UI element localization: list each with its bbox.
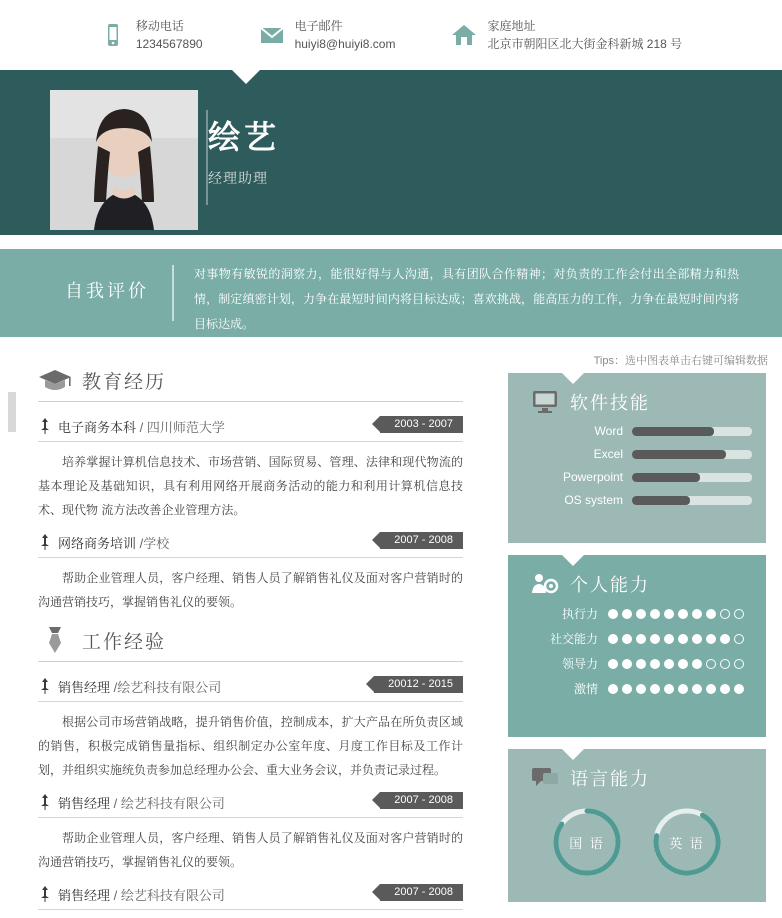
contact-bar (0, 0, 782, 70)
education-entry (38, 416, 463, 522)
skill-bar-fill (632, 473, 700, 482)
personal-ability-title: 个人能力 (570, 575, 650, 595)
contact-item-address (451, 17, 682, 53)
card-notch (562, 373, 584, 384)
card-notch (562, 555, 584, 566)
contact-label-phone: 移动电话 (135, 19, 184, 33)
work-entry-title: 销售经理 (58, 887, 111, 903)
ability-row (508, 630, 766, 647)
ability-label: 社交能力 (549, 632, 598, 646)
language-rings (508, 805, 766, 879)
language-ring-chinese (550, 805, 624, 879)
education-entry-title: 网络商务培训 (58, 535, 137, 551)
monitor-icon (530, 389, 560, 415)
education-title: 教育经历 (82, 371, 167, 393)
education-entry-org: /学校 (139, 535, 170, 551)
skill-label: OS system (564, 493, 623, 507)
work-title: 工作经验 (82, 631, 167, 653)
entry-rule (38, 701, 463, 702)
contact-value-phone: 1234567890 (135, 37, 203, 51)
ability-dots (608, 659, 744, 669)
entry-rule (38, 441, 463, 442)
self-evaluation-text: 对事物有敏锐的洞察力，能很好得与人沟通，具有团队合作精神；对负责的工作会付出全部精力和热情，制定缜密计划，力争在最短时间内将目标达成；喜欢挑战，能高压力的工作，力争在最短时间内将目标达成。 (194, 267, 739, 332)
pin-icon (38, 417, 52, 435)
education-section (38, 365, 463, 620)
skill-bar-fill (632, 496, 690, 505)
language-ring-label: 英 语 (669, 835, 705, 851)
mobile-phone-icon (100, 22, 126, 48)
email-icon (259, 22, 285, 48)
side-tab-marker (8, 392, 16, 432)
skill-bar-track (632, 427, 752, 436)
software-skills-title: 软件技能 (570, 393, 650, 413)
work-entry (38, 792, 463, 874)
skill-label: Word (594, 424, 623, 438)
education-entry-body: 培养掌握计算机信息技术、市场营销、国际贸易、管理、法律和现代物流的基本理论及基础知识，具有利用网络开展商务活动的能力和利用计算机信息技术、现代物 流方法改善企业管理方法。 (38, 455, 463, 517)
right-column (508, 373, 766, 902)
education-entry-date: 2007 - 2008 (380, 532, 463, 549)
work-rule (38, 661, 463, 662)
skill-label: Excel (593, 447, 623, 461)
ability-label: 激情 (573, 682, 598, 696)
work-entry-org: /绘艺科技有限公司 (113, 679, 222, 695)
education-rule (38, 401, 463, 402)
pin-icon (38, 793, 52, 811)
skill-bar-fill (632, 450, 726, 459)
ability-row (508, 605, 766, 622)
candidate-job-title: 经理助理 (208, 170, 268, 186)
personal-ability-heading (508, 555, 766, 597)
skill-label: Powerpoint (562, 470, 623, 484)
contact-item-phone (100, 17, 203, 53)
self-evaluation-title: 自我评价 (65, 281, 149, 301)
skill-bar-track (632, 473, 752, 482)
ability-row (508, 655, 766, 672)
skill-bar-track (632, 496, 752, 505)
work-entry-org: / 绘艺科技有限公司 (113, 795, 225, 811)
skill-bar-track (632, 450, 752, 459)
skill-bar-fill (632, 427, 714, 436)
header-notch (232, 70, 260, 84)
contact-label-email: 电子邮件 (294, 19, 343, 33)
work-entry-body: 根据公司市场营销战略，提升销售价值，控制成本，扩大产品在所负责区域的销售，积极完成销售量指标、组织制定办公室年度、月度工作目标及工作计划，并组织实施统负责参加总经理办公会、重大业务会议，并负责记录过程。 (38, 715, 463, 777)
skill-row (508, 424, 766, 438)
ability-label: 领导力 (561, 657, 598, 671)
language-ring-label: 国 语 (569, 835, 605, 851)
education-entry-body: 帮助企业管理人员，客户经理、销售人员了解销售礼仪及面对客户营销时的沟通营销技巧，掌握销售礼仪的要领。 (38, 571, 463, 609)
software-skills-card (508, 373, 766, 543)
work-section (38, 625, 463, 918)
skill-row (508, 447, 766, 461)
ability-row (508, 680, 766, 697)
education-entry-title: 电子商务本科 (58, 419, 137, 435)
entry-rule (38, 817, 463, 818)
ability-dots (608, 634, 744, 644)
card-notch (562, 749, 584, 760)
education-entry-org: / 四川师范大学 (139, 419, 225, 435)
education-entry-date: 2003 - 2007 (380, 416, 463, 433)
contact-value-address: 北京市朝阳区北大街金科新城 218 号 (487, 37, 683, 51)
language-ring-english (650, 805, 724, 879)
entry-rule (38, 909, 463, 910)
graduation-cap-icon (38, 365, 72, 395)
necktie-icon (38, 625, 72, 655)
skill-row (508, 493, 766, 507)
language-title: 语言能力 (570, 769, 650, 789)
work-entry-date: 20012 - 2015 (374, 676, 463, 693)
personal-ability-card (508, 555, 766, 737)
contact-value-email: huiyi8@huiyi8.com (294, 37, 396, 51)
software-skills-heading (508, 373, 766, 415)
work-entry-body: 帮助企业管理人员，客户经理、销售人员了解销售礼仪及面对客户营销时的沟通营销技巧，掌握销售礼仪的要领。 (38, 831, 463, 869)
work-entry-title: 销售经理 (58, 679, 111, 695)
people-gear-icon (530, 571, 560, 597)
language-card (508, 749, 766, 902)
language-heading (508, 749, 766, 791)
self-evaluation-section (0, 249, 782, 337)
home-icon (451, 22, 477, 48)
candidate-name: 绘艺 (208, 119, 281, 155)
self-evaluation-divider (172, 265, 174, 321)
avatar (50, 90, 198, 230)
pin-icon (38, 533, 52, 551)
education-entry (38, 532, 463, 614)
pin-icon (38, 885, 52, 903)
ability-dots (608, 609, 744, 619)
work-entry (38, 884, 463, 910)
speech-bubble-icon (530, 765, 560, 791)
pin-icon (38, 677, 52, 695)
contact-label-address: 家庭地址 (487, 19, 536, 33)
left-column (0, 337, 500, 903)
contact-item-email (259, 17, 396, 53)
work-heading (38, 625, 463, 655)
entry-rule (38, 557, 463, 558)
work-entry-date: 2007 - 2008 (380, 884, 463, 901)
education-heading (38, 365, 463, 395)
ability-label: 执行力 (561, 607, 598, 621)
tips-text: Tips：选中图表单击右键可编辑数据 (593, 355, 768, 367)
work-entry-org: / 绘艺科技有限公司 (113, 887, 225, 903)
work-entry-title: 销售经理 (58, 795, 111, 811)
ability-dots (608, 684, 744, 694)
header-banner (0, 70, 782, 235)
work-entry-date: 2007 - 2008 (380, 792, 463, 809)
work-entry (38, 676, 463, 782)
skill-row (508, 470, 766, 484)
